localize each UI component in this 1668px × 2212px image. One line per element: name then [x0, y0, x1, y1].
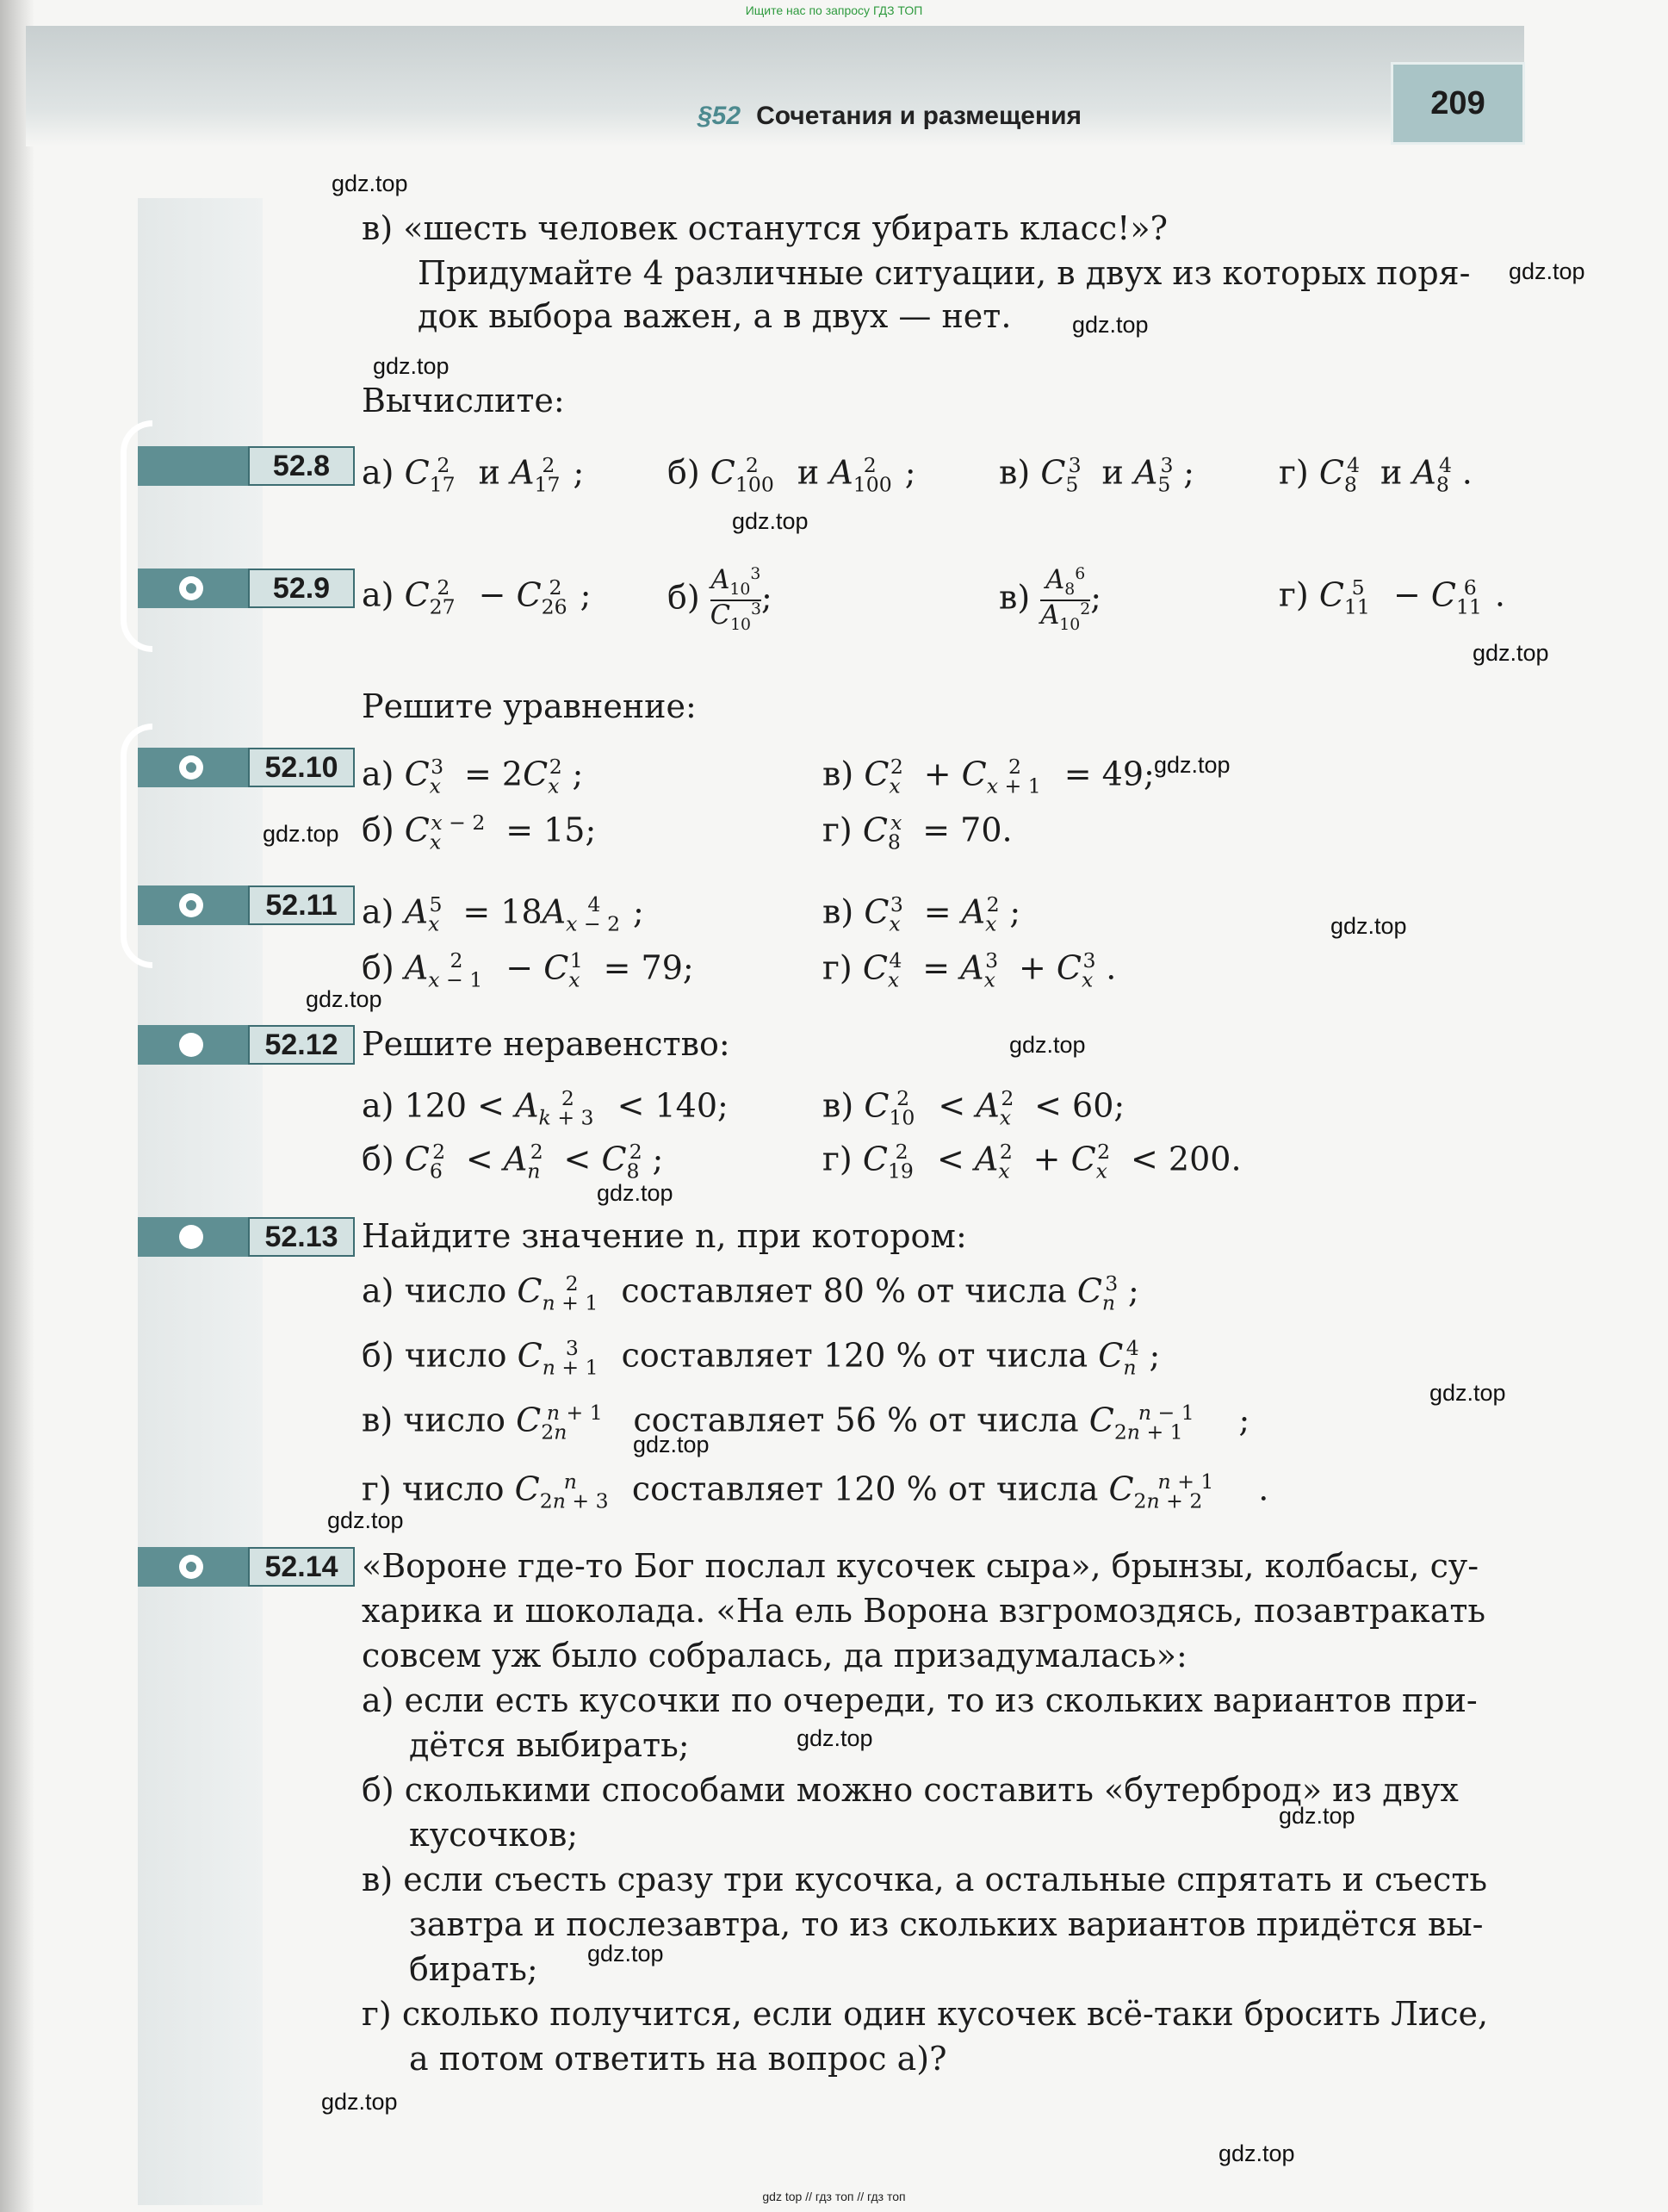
problem-52-11-d: г) $C_x^4 = A_x^3 + C_x^3$ .	[822, 948, 1117, 992]
watermark: gdz.top	[633, 1432, 710, 1457]
watermark: gdz.top	[263, 821, 339, 847]
problem-52-11-a: а) $A_x^5 = 18A_{x - 2}^4$ ;	[362, 892, 644, 936]
watermark: gdz.top	[1072, 312, 1149, 338]
problem-52-13-b: б) число $C_{n + 1}^3$ составляет 120 % от числа $C_n^4$ ;	[362, 1336, 1161, 1380]
problem-number: 52.14	[248, 1547, 355, 1587]
problem-number: 52.11	[248, 885, 355, 925]
problem-number: 52.13	[248, 1217, 355, 1257]
watermark: gdz.top	[1509, 258, 1585, 284]
ring-icon	[179, 893, 203, 917]
section-header	[698, 102, 1082, 131]
problem-52-11-b: б) $A_{x - 1}^2 - C_x^1 = 79$;	[362, 948, 694, 992]
watermark: gdz.top	[1009, 1032, 1086, 1058]
heading-equations: Решите уравнение:	[362, 687, 697, 725]
problem-number: 52.8	[248, 446, 355, 486]
problem-52-8-b: б) $C_{100}^2$ и $A_{100}^2$ ;	[667, 453, 916, 497]
intro-line-1: в) «шесть человек останутся убирать класс!»?	[362, 209, 1168, 247]
dot-icon	[179, 1225, 203, 1249]
watermark: gdz.top	[332, 171, 408, 196]
problem-52-14-d-2: а потом ответить на вопрос а)?	[409, 2040, 947, 2078]
problem-52-14-c-1: в) если съесть сразу три кусочка, а остальные спрятать и съесть	[362, 1861, 1488, 1898]
label-52-12	[138, 1025, 355, 1065]
section-number: §52	[698, 102, 741, 130]
problem-52-10-a: а) $C_x^3 = 2C_x^2$ ;	[362, 755, 584, 798]
page-number: 209	[1391, 62, 1525, 145]
problem-52-9-d: г) $C_{11}^5 - C_{11}^6$ .	[1279, 575, 1505, 619]
problem-52-14-d-1: г) сколько получится, если один кусочек всё-таки бросить Лисе,	[362, 1995, 1489, 2033]
problem-52-10-c: в) $C_x^2 + C_{x + 1}^2 = 49$;	[822, 755, 1155, 798]
watermark: gdz.top	[373, 353, 450, 379]
watermark: gdz.top	[732, 508, 809, 534]
problem-52-14-line-3: совсем уж было собралась, да призадумалась»:	[362, 1637, 1187, 1675]
problem-52-14-line-1: «Вороне где-то Бог послал кусочек сыра», брынзы, колбасы, су-	[362, 1547, 1479, 1585]
watermark: gdz.top	[1218, 2141, 1295, 2166]
page-shadow	[0, 0, 34, 2212]
problem-52-8-d: г) $C_8^4$ и $A_8^4$ .	[1279, 453, 1473, 497]
dot-icon	[179, 1033, 203, 1057]
problem-52-10-d: г) $C_8^x = 70$.	[822, 811, 1013, 854]
problem-number: 52.10	[248, 748, 355, 787]
label-52-14	[138, 1547, 355, 1587]
margin-band	[138, 198, 263, 2205]
problem-52-10-b: б) $C_x^{x - 2} = 15$;	[362, 811, 597, 854]
problem-52-14-c-3: бирать;	[409, 1950, 538, 1988]
problem-52-14-b-2: кусочков;	[409, 1816, 579, 1854]
problem-52-8-c: в) $C_5^3$ и $A_5^3$ ;	[999, 453, 1195, 497]
problem-52-13-title: Найдите значение n, при котором:	[362, 1217, 967, 1255]
problem-52-9-c: в) $\frac{A_8^6}{A_{10}^2}$ ;	[999, 565, 1102, 635]
problem-52-13-c: в) число $C_{2n}^{n + 1}$ составляет 56 % от числа $C_{2n + 1}^{n - 1}$ ;	[362, 1401, 1250, 1445]
problem-52-13-a: а) число $C_{n + 1}^2$ составляет 80 % от числа $C_n^3$ ;	[362, 1271, 1139, 1315]
problem-52-8-a: а) $C_{17}^2$ и $A_{17}^2$ ;	[362, 453, 585, 497]
ring-icon	[179, 576, 203, 600]
watermark: gdz.top	[1154, 752, 1231, 778]
ring-icon	[179, 1555, 203, 1579]
watermark: gdz.top	[587, 1941, 664, 1967]
problem-52-14-line-2: харика и шоколада. «На ель Ворона взгромоздясь, позавтракать	[362, 1592, 1486, 1630]
problem-52-14-b-1: б) сколькими способами можно составить «бутерброд» из двух	[362, 1771, 1459, 1809]
problem-52-12-c: в) $C_{10}^2 < A_x^2 < 60$;	[822, 1086, 1125, 1130]
label-52-9	[138, 569, 355, 608]
problem-52-11-c: в) $C_x^3 = A_x^2$ ;	[822, 892, 1021, 936]
section-title: Сочетания и размещения	[756, 102, 1082, 130]
problem-52-13-d: г) число $C_{2n + 3}^n$ составляет 120 % от числа $C_{2n + 2}^{n + 1}$ .	[362, 1469, 1269, 1513]
problem-52-9-a: а) $C_{27}^2 - C_{26}^2$ ;	[362, 575, 592, 619]
bottom-note[interactable]: gdz top // гдз топ // гдз топ	[762, 2190, 906, 2203]
problem-number: 52.12	[248, 1025, 355, 1065]
problem-52-12-a: а) $120 < A_{k + 3}^2 < 140$;	[362, 1086, 729, 1130]
problem-52-9-b: б) $\frac{A_{10}^3}{C_{10}^3}$ ;	[667, 565, 772, 635]
watermark: gdz.top	[1429, 1380, 1506, 1406]
label-52-8	[138, 446, 355, 486]
watermark: gdz.top	[321, 2089, 398, 2115]
problem-52-12-d: г) $C_{19}^2 < A_x^2 + C_x^2 < 200$.	[822, 1140, 1242, 1184]
watermark: gdz.top	[1473, 640, 1549, 666]
watermark: gdz.top	[1279, 1803, 1355, 1829]
watermark: gdz.top	[306, 986, 382, 1012]
label-52-13	[138, 1217, 355, 1257]
problem-52-14-a-1: а) если есть кусочки по очереди, то из скольких вариантов при-	[362, 1681, 1478, 1719]
problem-52-14-c-2: завтра и послезавтра, то из скольких вариантов придётся вы-	[409, 1905, 1484, 1943]
problem-52-12-b: б) $C_6^2 < A_n^2 < C_8^2$ ;	[362, 1140, 664, 1184]
top-note[interactable]: Ищите нас по запросу ГДЗ ТОП	[745, 3, 923, 17]
problem-number: 52.9	[248, 569, 355, 608]
watermark: gdz.top	[597, 1180, 673, 1206]
watermark: gdz.top	[327, 1507, 404, 1533]
problem-52-14-a-2: дётся выбирать;	[409, 1726, 690, 1764]
label-52-10	[138, 748, 355, 787]
ring-icon	[179, 755, 203, 780]
heading-calc: Вычислите:	[362, 382, 565, 419]
watermark: gdz.top	[1330, 913, 1407, 939]
intro-line-3: док выбора важен, а в двух — нет.	[418, 297, 1012, 335]
watermark: gdz.top	[797, 1725, 873, 1751]
label-52-11	[138, 885, 355, 925]
problem-52-12-title: Решите неравенство:	[362, 1025, 730, 1063]
intro-line-2: Придумайте 4 различные ситуации, в двух из которых поря-	[418, 254, 1471, 292]
